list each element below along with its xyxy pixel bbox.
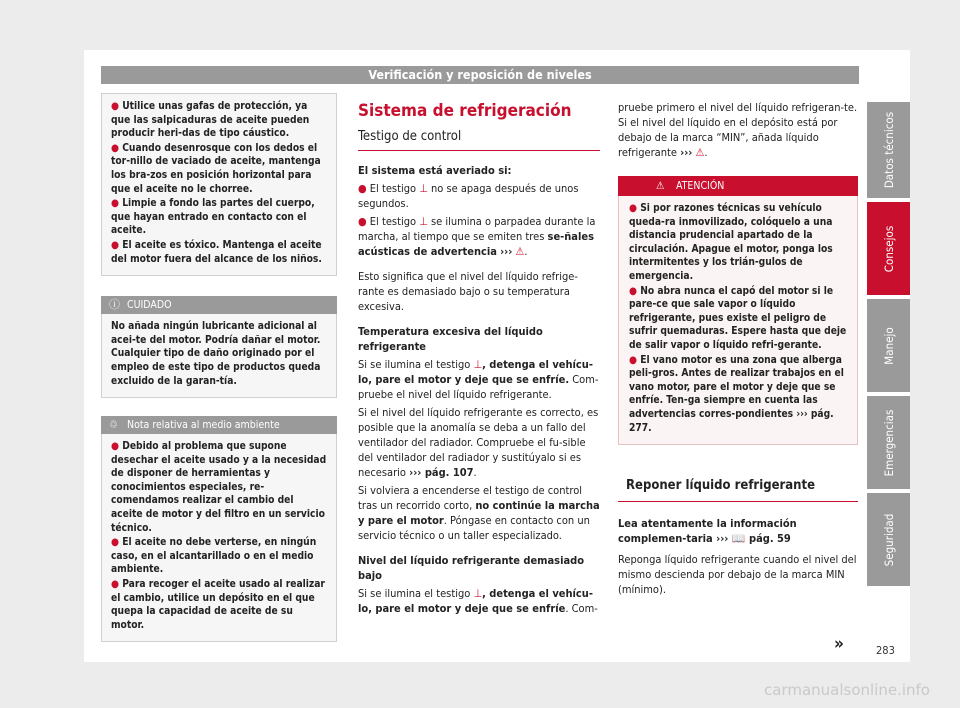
list-item: ● Si por razones técnicas su vehículo queda-ra inmovilizado, colóquelo a una distancia prudencial apartado de la circulación. Apague el motor, ponga los intermitentes y los trián-gulos de emergencia.: [629, 203, 833, 282]
coolant-warning-icon: ⊥: [419, 215, 428, 228]
bullet-icon: ●: [111, 537, 119, 549]
warning-triangle-icon: ⚠: [695, 146, 705, 159]
column-left: [101, 93, 337, 642]
column-right: [618, 100, 858, 600]
bullet-icon: ●: [111, 579, 119, 591]
coolant-warning-icon: ⊥: [419, 182, 428, 195]
section-heading-reponer: Reponer líquido refrigerante: [618, 477, 858, 502]
warning-continuation-box: [101, 93, 337, 276]
list-item: ● El vano motor es una zona que alberga peli-gros. Antes de realizar trabajos en el vano motor, pare el motor y deje que se enfríe. Ten-ga siempre en cuenta las advertencias corres-pondientes ››› pág. 277.: [629, 354, 844, 434]
list-item: ● El aceite no debe verterse, en ningún caso, en el alcantarillado o en el medio ambiente.: [111, 537, 317, 576]
cuidado-header: ⓘ CUIDADO: [101, 296, 337, 314]
continue-mark: »: [834, 634, 844, 654]
paragraph: Si se ilumina el testigo ⊥, detenga el vehícu-lo, pare el motor y deje que se enfríe. Com-pruebe el nivel del líquido refrigerante.: [358, 358, 599, 401]
warning-triangle-icon: ⚠: [656, 180, 665, 192]
page-ref-link[interactable]: ››› pág. 277.: [629, 408, 834, 434]
warning-triangle-icon: ⚠: [515, 245, 525, 258]
book-reference-icon: 📖: [731, 532, 746, 546]
cross-ref-link[interactable]: ›››: [716, 532, 729, 546]
bullet-icon: ●: [111, 239, 119, 251]
list-item: ● El testigo ⊥ no se apaga después de unos segundos.: [358, 182, 579, 210]
tab-emergencias[interactable]: Emergencias: [867, 396, 910, 489]
list-item: ● El aceite es tóxico. Mantenga el aceite del motor fuera del alcance de los niños.: [111, 239, 322, 265]
paragraph: Reponga líquido refrigerante cuando el nivel del mismo descienda por debajo de la marca MIN (mínimo).: [618, 553, 857, 597]
paragraph: pruebe primero el nivel del líquido refrigeran-te. Si el nivel del líquido en el depósito está por debajo de la marca “MIN”, añada líquido refrigerante ››› ⚠.: [618, 101, 858, 159]
atencion-body: [618, 196, 858, 445]
coolant-warning-icon: ⊥: [473, 358, 483, 371]
bullet-icon: ●: [111, 101, 119, 112]
list-item: ● El testigo ⊥ se ilumina o parpadea durante la marcha, al tiempo que se emiten tres se-ñales acústicas de advertencia ››› ⚠.: [358, 215, 596, 258]
list-item: ● Cuando desenrosque con los dedos el tor-nillo de vaciado de aceite, mantenga los bra-zos en posición horizontal para que el aceite no le chorree.: [111, 142, 321, 195]
cross-ref-link[interactable]: ›››: [500, 245, 513, 258]
bullet-icon: ●: [629, 354, 637, 366]
tab-datos-tecnicos[interactable]: Datos técnicos: [867, 102, 910, 198]
column-middle: [358, 100, 600, 619]
list-item: ● Debido al problema que supone desechar el aceite usado y a la necesidad de disponer de herramientas y conocimientos especiales, re-comendamos realizar el cambio del aceite de motor y del filtro en un servicio técnico.: [111, 441, 327, 534]
bullet-icon: ●: [629, 285, 637, 297]
fault-intro: El sistema está averiado si:: [358, 164, 512, 177]
environment-note-header: ♲ Nota relativa al medio ambiente: [101, 416, 337, 434]
tab-manejo[interactable]: Manejo: [867, 299, 910, 392]
bullet-icon: ●: [111, 441, 119, 453]
tab-seguridad[interactable]: Seguridad: [867, 493, 910, 586]
cross-ref-link[interactable]: ›››: [680, 146, 693, 159]
info-circle-icon: ⓘ: [109, 298, 120, 312]
paragraph: Si volviera a encenderse el testigo de control tras un recorrido corto, no continúe la marcha y pare el motor. Póngase en contacto con un servicio técnico o un taller especializado.: [358, 484, 600, 542]
tab-consejos[interactable]: Consejos: [867, 202, 910, 295]
coolant-warning-icon: ⊥: [473, 587, 483, 600]
bullet-icon: ●: [358, 182, 367, 195]
page-number: 283: [876, 644, 895, 657]
subsection-title: Testigo de control: [358, 128, 600, 151]
page-header: Verificación y reposición de niveles: [101, 66, 859, 84]
paragraph: Esto significa que el nivel del líquido refrige-rante es demasiado bajo o su temperatura excesiva.: [358, 270, 578, 313]
paragraph: Si se ilumina el testigo ⊥, detenga el vehícu-lo, pare el motor y deje que se enfríe. Com-: [358, 587, 598, 615]
bullet-icon: ●: [629, 203, 637, 214]
list-item: ● No abra nunca el capó del motor si le pare-ce que sale vapor o líquido refrigerante, pues existe el peligro de sufrir quemaduras. Espere hasta que deje de salir vapor o líquido refri-gerante.: [629, 285, 847, 351]
watermark: carmanualsonline.info: [764, 681, 930, 699]
bullet-icon: ●: [111, 142, 119, 154]
cuidado-body: No añada ningún lubricante adicional al acei-te del motor. Podría dañar el motor. Cualquier tipo de daño originado por el empleo de este tipo de productos queda excluido de la garan-tía.: [101, 314, 337, 398]
page-ref-link[interactable]: pág. 59: [749, 532, 791, 546]
bullet-icon: ●: [111, 198, 119, 210]
list-item: ● Para recoger el aceite usado al realizar el cambio, utilice un depósito en el que quepa la capacidad de aceite de su motor.: [111, 579, 325, 631]
cuidado-box: [101, 296, 337, 398]
environment-note-body: [101, 434, 337, 642]
subheading-temperature: Temperatura excesiva del líquido refrigerante: [358, 325, 543, 353]
recycle-icon: ♲: [109, 418, 118, 432]
paragraph: Lea atentamente la información complemen-taria ››› 📖 pág. 59: [618, 517, 797, 546]
atencion-header: ⚠ ATENCIÓN: [618, 176, 858, 196]
environment-note-box: [101, 416, 337, 642]
page-ref-link[interactable]: ››› pág. 107: [409, 466, 474, 479]
section-title: Sistema de refrigeración: [358, 101, 572, 121]
list-item: ● Limpie a fondo las partes del cuerpo, que hayan entrado en contacto con el aceite.: [111, 198, 315, 237]
subheading-level: Nivel del líquido refrigerante demasiado bajo: [358, 554, 585, 582]
paragraph: Si el nivel del líquido refrigerante es correcto, es posible que la anomalía se deba a un fallo del ventilador del radiador. Compruebe el fu-sible del ventilador del radiador y sustitúyalo si es necesario ››› pág. 107.: [358, 406, 599, 479]
list-item: ● Utilice unas gafas de protección, ya que las salpicaduras de aceite pueden producir heri-das de tipo cáustico.: [111, 101, 310, 140]
bullet-icon: ●: [358, 215, 367, 228]
